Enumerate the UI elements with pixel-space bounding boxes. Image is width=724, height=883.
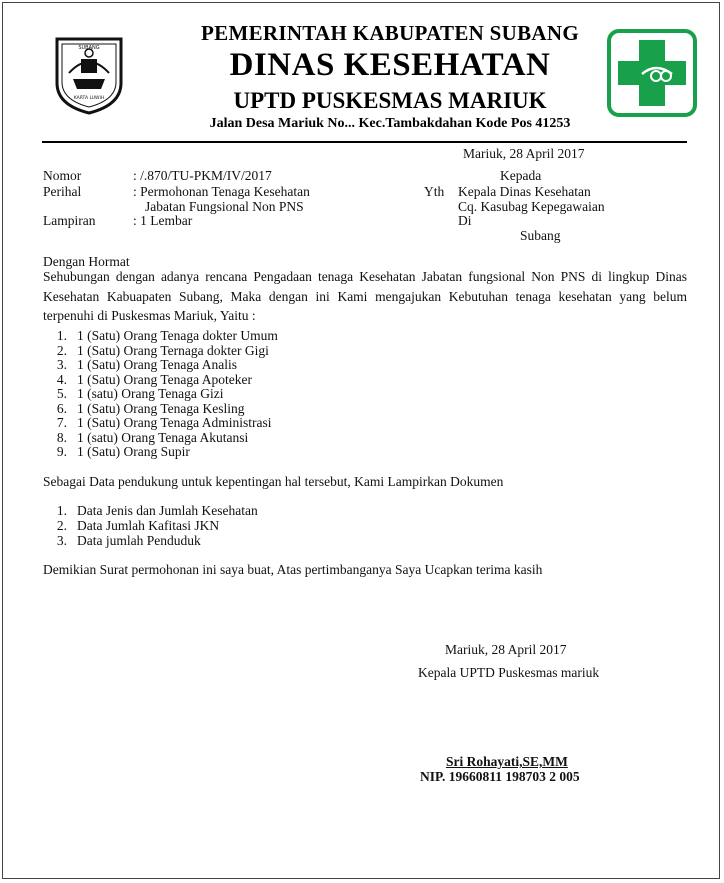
list-item: 2. Data Jumlah Kafitasi JKN — [56, 518, 220, 533]
closing-sentence: Demikian Surat permohonan ini saya buat, Atas pertimbanganya Saya Ucapkan terima kasih — [43, 562, 543, 577]
lampiran-label: Lampiran — [43, 213, 96, 228]
list-item: 4. 1 (Satu) Orang Tenaga Apoteker — [56, 372, 252, 387]
letter-date: Mariuk, 28 April 2017 — [463, 146, 585, 161]
lampiran-value: : 1 Lembar — [133, 213, 193, 228]
nomor-value: : /.870/TU-PKM/IV/2017 — [133, 168, 272, 183]
list-item: 1. 1 (Satu) Orang Tenaga dokter Umum — [56, 328, 278, 343]
perihal-label: Perihal — [43, 184, 82, 199]
government-heading: PEMERINTAH KABUPATEN SUBANG — [201, 21, 579, 45]
list-item: 2. 1 (Satu) Orang Ternaga dokter Gigi — [56, 343, 269, 358]
perihal-value-line2: Jabatan Fungsional Non PNS — [145, 199, 304, 214]
perihal-value-line1: : Permohonan Tenaga Kesehatan — [133, 184, 310, 199]
list-item: 8. 1 (satu) Orang Tenaga Akutansi — [56, 430, 249, 445]
greeting: Dengan Hormat — [43, 254, 130, 269]
recipient-line1: Kepala Dinas Kesehatan — [458, 184, 591, 199]
recipient-city: Subang — [520, 228, 561, 243]
letterhead-address: Jalan Desa Mariuk No... Kec.Tambakdahan Kode Pos 41253 — [209, 116, 571, 131]
intro-paragraph: Sehubungan dengan adanya rencana Pengadaan tenaga Kesehatan Jabatan fungsional Non PNS di lingkup Dinas Kesehatan Kabuapaten Subang, Maka dengan ini Kami mengajukan Kebutuhan tenaga kesehatan yang belum terpenuhi di Puskesmas Mariuk, Yaitu : — [43, 269, 687, 323]
list-item: 5. 1 (satu) Orang Tenaga Gizi — [56, 386, 224, 401]
signatory-nip: NIP. 19660811 198703 2 005 — [420, 769, 580, 784]
signature-date: Mariuk, 28 April 2017 — [445, 642, 567, 657]
support-intro: Sebagai Data pendukung untuk kepentingan hal tersebut, Kami Lampirkan Dokumen — [43, 474, 504, 489]
recipient-di: Di — [458, 213, 472, 228]
nomor-label: Nomor — [43, 168, 82, 183]
unit-heading: UPTD PUSKESMAS MARIUK — [233, 88, 547, 113]
signatory-title: Kepala UPTD Puskesmas mariuk — [418, 665, 600, 680]
letterhead-divider — [42, 141, 687, 143]
agency-heading: DINAS KESEHATAN — [229, 47, 551, 83]
list-item: 7. 1 (Satu) Orang Tenaga Administrasi — [56, 415, 272, 430]
signatory-name: Sri Rohayati,SE,MM — [446, 754, 568, 769]
recipient-line2: Cq. Kasubag Kepegawaian — [458, 199, 605, 214]
subang-seal-logo — [51, 33, 127, 115]
list-item: 3. Data jumlah Penduduk — [56, 533, 201, 548]
list-item: 1. Data Jenis dan Jumlah Kesehatan — [56, 503, 258, 518]
list-item: 9. 1 (Satu) Orang Supir — [56, 444, 190, 459]
kepada-label: Kepada — [500, 168, 542, 183]
list-item: 3. 1 (Satu) Orang Tenaga Analis — [56, 357, 238, 372]
svg-text:SUBANG: SUBANG — [78, 45, 100, 51]
yth-label: Yth — [424, 184, 445, 199]
svg-text:KARTA LUWIH: KARTA LUWIH — [73, 96, 105, 101]
list-item: 6. 1 (Satu) Orang Tenaga Kesling — [56, 401, 245, 416]
